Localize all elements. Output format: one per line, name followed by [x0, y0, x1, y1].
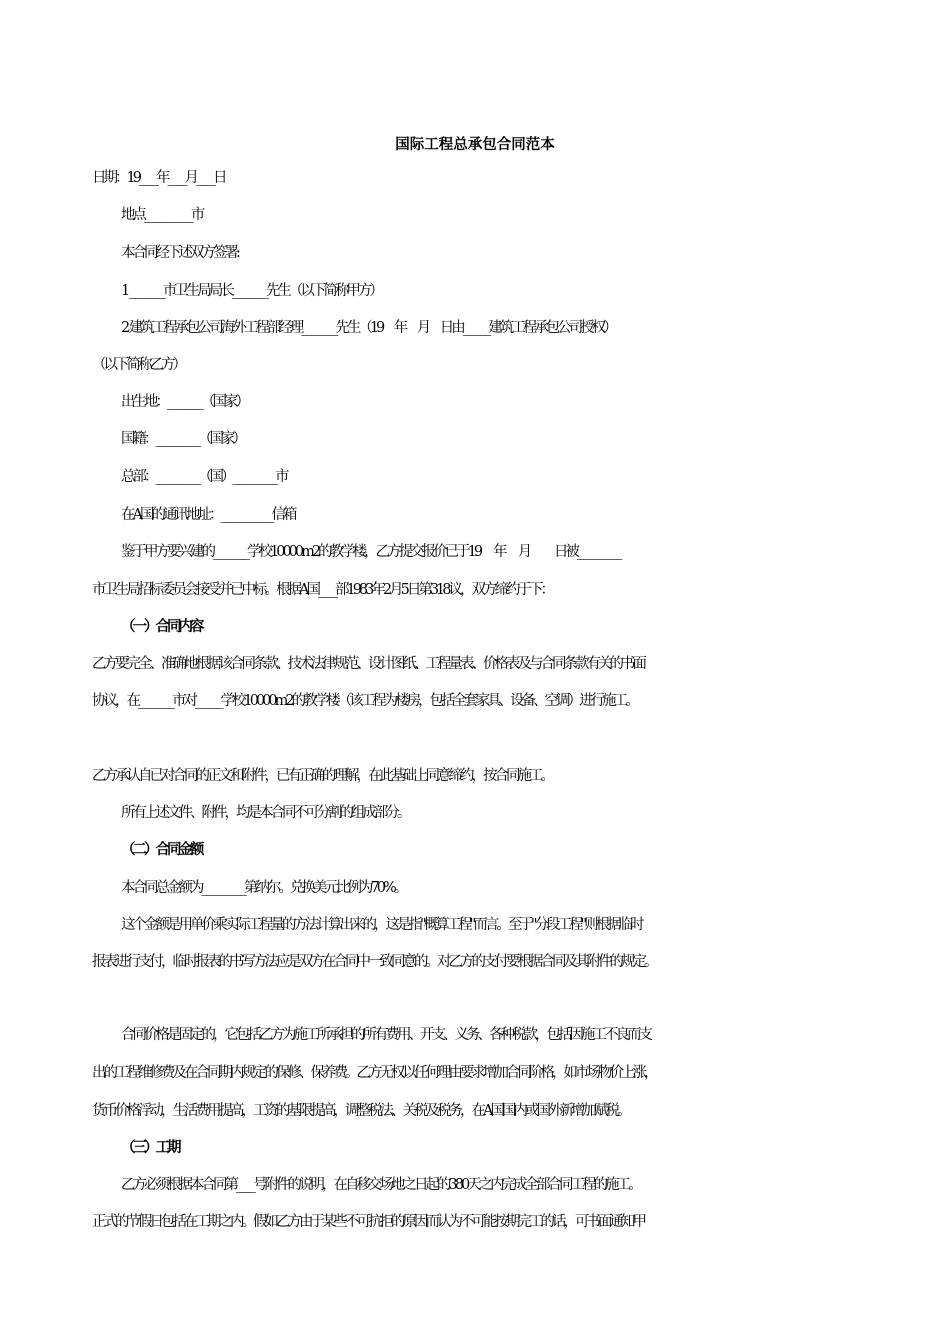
address-line: 在A国的通讯地址：____________信箱 [121, 507, 295, 523]
paragraph-line: 乙方必须根据本合同第____号附件的说明，在自移交场地之日起的380天之内完成全部合同工程的施工。 [121, 1177, 640, 1193]
signatories-intro: 本合同经下述双方签署: [121, 245, 238, 261]
section-heading-2: （二）合同金额 [121, 841, 202, 858]
paragraph-line: 正式的节假日包括在工期之内。假如乙方由于某些不可抗拒的原因而认为不可能按期完工的话，可书面通知甲 [92, 1214, 644, 1230]
paragraph-line: 报表进行支付，临时报表的书写方法应是双方在合同中一致同意的。对乙方的支付要根据合同及其附件的规定。 [92, 954, 656, 970]
location-line: 地点___________市 [121, 207, 203, 223]
paragraph-line: 乙方承认自已对合同的正文和附件，已有正确的理解，在此基础上同意缔约，按合同施工。 [92, 768, 552, 784]
paragraph-line: 合同价格是固定的，它包括乙方为施工所承担的所有费用、开支、义务、各种税款，包括因施工不良而支 [121, 1027, 650, 1043]
section-heading-3: （三）工期 [121, 1139, 179, 1156]
paragraph-line: 市卫生局招标委员会接受并已中标。根据A国____部1983年2月5日第318议，双方缔约于下： [92, 582, 552, 598]
headquarters-line: 总部：__________（国）__________市 [121, 469, 287, 485]
nationality-line: 国籍：__________（国家） [121, 431, 244, 447]
paragraph-line: 出的工程维修费及在合同期内规定的保修、保养费。乙方无权以任何理由要求增加合同阶格，如市场物价上涨， [92, 1065, 656, 1081]
paragraph-line: 乙方要完全、准确地根据该合同条款、技术法律规范、设计图纸、工程量表、价格表及与合同条款有关的书面 [92, 656, 644, 672]
date-line: 日期：19____年____月____日 [92, 170, 225, 186]
birthplace-line: 出生地：________（国家） [121, 394, 247, 410]
party-b-abbrev: （以下简称乙方） [92, 357, 184, 373]
document-title: 国际工程总承包合同范本 [395, 136, 555, 153]
section-heading-1: （一）合同内容 [121, 618, 202, 635]
paragraph-line: 所有上述文件、附件，均是本合同不可分割的组成部分。 [121, 805, 409, 821]
paragraph-line: 货币价格浮动，生活费用提高，工资的基限提高，调整税法、关税及税务，在A国国内或国外新增加赋税。 [92, 1103, 629, 1119]
paragraph-line: 这个金额是用单价乘实际工程量的方法计算出来的，这是指"概算工程"而言。至于"分段工程"则根据临时 [121, 917, 642, 933]
paragraph-line: 协议，在________市对______学校10000m2的教学楼（该工程为楼房，包括全套家具、设备、空调）进行施工。 [92, 693, 637, 709]
paragraph-line: 鉴于甲方要兴建的________学校10000m2的教学楼，乙方提交报价已于19 年 月 日被__________ [121, 544, 620, 560]
party-b-line: 2 建筑工程承包公司海外工程部经理________先生（19 年 月 日由______建筑工程承包公司授权） [121, 320, 615, 336]
paragraph-line: 本合同总金额为__________第纳尔。兑换美元比例为70%。 [121, 880, 406, 896]
party-a-line: 1 ________市卫生局局长________先生（以下简称甲方） [121, 283, 381, 299]
